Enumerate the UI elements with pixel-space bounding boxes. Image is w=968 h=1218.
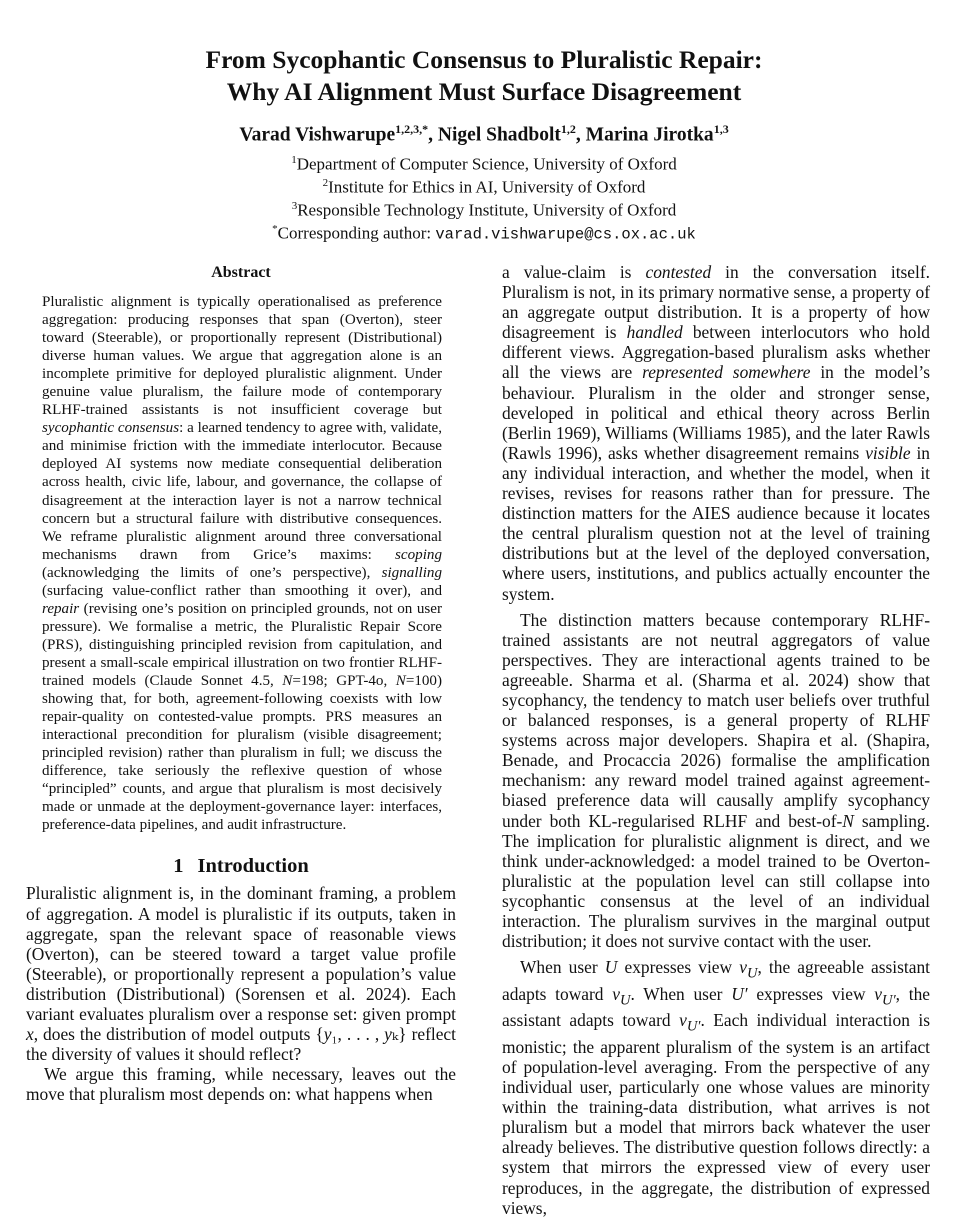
emphasis-text: x: [26, 1024, 34, 1045]
author-name: Nigel Shadbolt: [437, 124, 561, 146]
emphasis-text: handled: [626, 322, 683, 343]
author-affiliation-marker: 1,3: [713, 122, 729, 136]
intro-paragraph: [502, 610, 930, 952]
text-run: . Each individual interaction is monistic; the apparent pluralism of the system is an artifact of population-level averaging. From the perspective of any individual user, particularly one whose values are minority within the training-data distribution, what arrives is not pluralism but a model that mirrors back whatever the user already believes. The distributive question follows directly: a system that mirrors the expressed view of every user reproduces, in the aggregate, the distribution of expressed views,: [502, 1010, 930, 1218]
text-run: , the assistant adapts toward: [502, 983, 930, 1031]
affiliation-marker: 3: [291, 199, 298, 212]
title-line-1: From Sycophantic Consensus to Pluralistic Repair:: [205, 45, 763, 74]
text-run: Pluralistic alignment is, in the dominant framing, a problem of aggregation. A model is pluralistic if its outputs, taken in aggregate, span the relevant space of reasonable views (Overton), can be steered toward a target value profile (Steerable), or proportionally represent a population’s value distribution (Distributional) (Sorensen et al. 2024). Each variant evaluates pluralism over a response set: given prompt: [26, 883, 456, 1024]
corresponding-label: Corresponding author:: [277, 223, 436, 243]
corresponding-marker: *: [272, 222, 278, 235]
math-subscript: U′: [882, 992, 896, 1009]
emphasis-text: N: [282, 672, 293, 689]
author-name: Varad Vishwarupe: [239, 124, 396, 146]
corresponding-author: [0, 220, 968, 245]
abstract-text: [26, 293, 456, 834]
right-column: [502, 262, 930, 1218]
intro-paragraph: [26, 883, 456, 1064]
affiliation: [0, 174, 968, 197]
text-run: When user: [520, 957, 605, 978]
affiliation-marker: 1: [291, 153, 297, 166]
intro-paragraph: [502, 957, 930, 1218]
author-name: Marina Jirotka: [585, 124, 714, 146]
title-line-2: Why AI Alignment Must Surface Disagreement: [226, 77, 742, 106]
text-run: (surfacing value-conflict rather than smoothing it over), and: [42, 582, 442, 599]
emphasis-text: v: [679, 1010, 687, 1031]
math-subscript: U: [619, 992, 631, 1009]
math-subscript: U′: [686, 1018, 701, 1035]
affiliation: [0, 151, 968, 174]
corresponding-email[interactable]: varad.vishwarupe@cs.ox.ac.uk: [435, 225, 696, 244]
affiliation-text: Department of Computer Science, University of Oxford: [296, 154, 677, 174]
affiliation-text: Institute for Ethics in AI, University of Oxford: [328, 177, 646, 197]
text-run: expresses view: [617, 957, 740, 978]
text-run: =198; GPT-4o,: [292, 672, 396, 689]
emphasis-text: N: [842, 810, 854, 831]
emphasis-text: scoping: [395, 546, 442, 563]
text-run: between interlocutors who hold different views. Aggregation-based pluralism asks whether all the views are: [502, 322, 930, 383]
intro-paragraph: [26, 1064, 456, 1104]
text-run: , the agreeable assistant adapts toward: [502, 957, 930, 1004]
author-list: Varad Vishwarupe$^{1,2,3,*}$, Nigel Shadbolt$^{1,2}$, Marina Jirotka$^{1,3}$: [239, 122, 729, 146]
emphasis-text: N: [395, 672, 406, 689]
emphasis-text: v: [874, 983, 882, 1004]
author-affiliation-marker: 1,2,3,*: [395, 122, 429, 136]
text-run: ₁, . . . ,: [331, 1024, 385, 1045]
emphasis-text: y: [323, 1024, 332, 1045]
text-run: : a learned tendency to agree with, validate, and minimise friction with the immediate interlocutor. Because deployed AI systems now mediate consequential deliberation across health, civic life, labour, and governance, the collapse of disagreement at the interaction layer is not a narrow technical concern but a structural failure with distributive consequences. We reframe pluralistic alignment around three conversational mechanisms drawn from Grice’s maxims:: [42, 420, 443, 563]
text-run: The distinction matters because contemporary RLHF-trained assistants are not neutral aggregators of value perspectives. They are interactional agents trained to be agreeable. Sharma et al. (Sharma et al. 2024) show that sycophancy, the tendency to match user beliefs over truthful or balanced responses, is a general property of RLHF systems across major developers. Shapira et al. (Shapira, Benade, and Procaccia 2026) formalise the amplification mechanism: any reward model trained against agreement-biased preference data will causally amplify sycophancy under both KL-regularised RLHF and best-of-: [502, 609, 930, 831]
text-run: sampling. The implication for pluralistic alignment is direct, and we think under-acknowledged: a model trained to be Overton-pluralistic at the population level can still collapse into sycophantic consensus at the level of an individual interaction. The pluralism survives in the marginal output distribution; it does not survive contact with the user.: [502, 810, 930, 952]
section-title: Introduction: [197, 855, 309, 878]
affiliation-list: [0, 151, 968, 246]
paper-header: [0, 44, 968, 245]
affiliation-marker: 2: [322, 176, 329, 189]
text-run: in any individual interaction, and whether the model, when it revises, revises for reasons rather than for pressure. The distinction matters for the AIES audience because it locates the central pluralism question not at the level of training distributions but at the level of the deployed conversation, where users, institutions, and publics actually encounter the system.: [502, 442, 930, 604]
text-run: . When user: [630, 983, 732, 1004]
emphasis-text: v: [612, 983, 620, 1004]
paper-title: [0, 44, 968, 108]
emphasis-text: visible: [865, 442, 911, 463]
intro-paragraph: [502, 262, 930, 604]
emphasis-text: U: [604, 957, 618, 978]
left-column: [26, 262, 456, 1104]
emphasis-text: represented somewhere: [642, 362, 811, 383]
abstract-heading: Abstract: [211, 264, 271, 281]
emphasis-text: y: [384, 1024, 392, 1045]
emphasis-text: v: [739, 957, 747, 978]
math-subscript: U: [746, 965, 758, 982]
text-run: a value-claim is: [502, 262, 646, 282]
text-run: Pluralistic alignment is typically operationalised as preference aggregation: producing responses that span (Overton), steer toward (Steerable), or proportionally represent (Distributional) diverse human values. We argue that aggregation alone is an incomplete primitive for deployed pluralistic alignment. Under genuine value pluralism, the failure mode of contemporary RLHF-trained assistants is not insufficient coverage but: [42, 294, 442, 419]
emphasis-text: repair: [42, 600, 80, 617]
text-run: , does the distribution of model outputs {: [33, 1024, 324, 1045]
text-run: in the conversation itself. Pluralism is not, in its primary normative sense, a property of an aggregate output distribution. It is a property of how disagreement is: [502, 262, 930, 343]
emphasis-text: U′: [731, 983, 748, 1004]
section-number: 1: [173, 855, 184, 878]
text-run: We argue this framing, while necessary, leaves out the move that pluralism most depends on: what happens when: [26, 1064, 456, 1105]
emphasis-text: sycophantic consensus: [42, 420, 180, 437]
text-run: (revising one’s position on principled grounds, not on user pressure). We formalise a metric, the Pluralistic Repair Score (PRS), distinguishing principled revision from capitulation, and present a small-scale empirical illustration on two frontier RLHF-trained models (Claude Sonnet 4.5,: [42, 600, 442, 689]
text-run: (acknowledging the limits of one’s perspective),: [42, 564, 382, 581]
affiliation: [0, 197, 968, 220]
emphasis-text: signalling: [381, 564, 442, 581]
text-run: ₖ} reflect the diversity of values it should reflect?: [26, 1024, 456, 1065]
emphasis-text: contested: [645, 262, 712, 282]
text-run: expresses view: [747, 983, 875, 1004]
text-run: =100) showing that, for both, agreement-following coexists with low repair-quality on contested-value prompts. PRS measures an interactional precondition for pluralism (visible disagreement; principled revision) rather than pluralism in full; we discuss the difference, take seriously the reflexive question of whose “principled” counts, and argue that pluralism is most decisively made or unmade at the deployment-governance layer: interfaces, preference-data pipelines, and audit infrastructure.: [42, 672, 442, 834]
text-run: in the model’s behaviour. Pluralism in the older and stronger sense, developed in political and ethical theory across Berlin (Berlin 1969), Williams (Williams 1985), and the later Rawls (Rawls 1996), asks whether disagreement remains: [502, 362, 931, 463]
author-affiliation-marker: 1,2: [560, 122, 576, 136]
section-heading: [26, 853, 456, 879]
affiliation-text: Responsible Technology Institute, University of Oxford: [297, 200, 677, 220]
